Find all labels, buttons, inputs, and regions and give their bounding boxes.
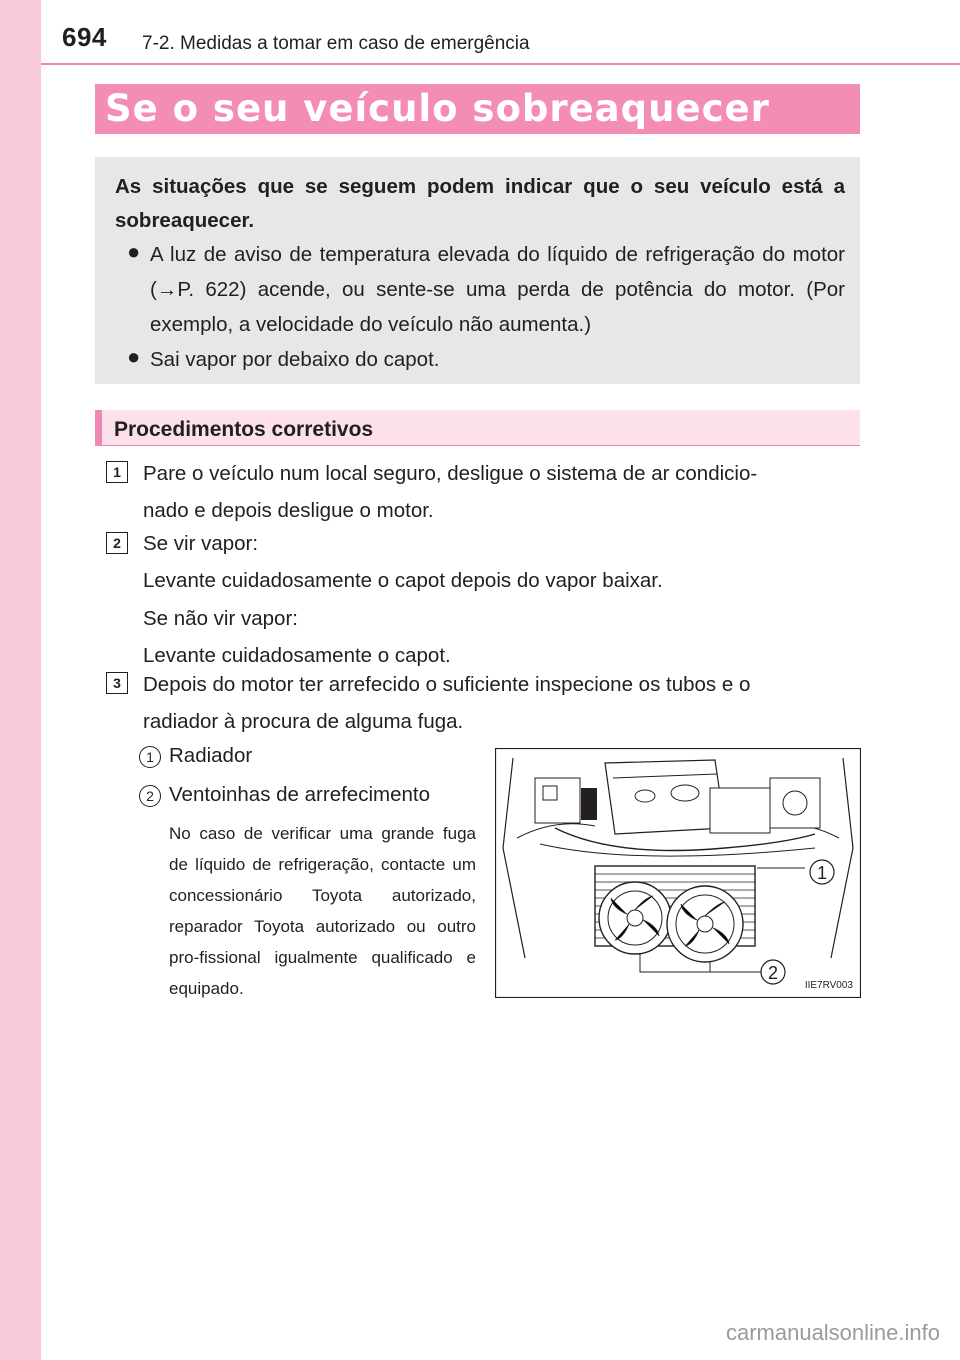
page-number: 694 bbox=[62, 22, 107, 52]
header-rule bbox=[41, 63, 960, 65]
title-banner bbox=[95, 84, 860, 134]
step-2-line: Se vir vapor: bbox=[143, 532, 259, 555]
step-2-line: Levante cuidadosamente o capot depois do vapor baixar. bbox=[143, 569, 663, 592]
step-number-1: 1 bbox=[106, 461, 128, 483]
step-1-line: Pare o veículo num local seguro, desligue o sistema de ar condicio- bbox=[143, 462, 758, 485]
callout-number-1: 1 bbox=[139, 746, 161, 768]
engine-bay-illustration bbox=[495, 748, 861, 998]
illustration-code: IIE7RV003 bbox=[804, 980, 853, 991]
side-tab-strip bbox=[0, 0, 41, 1360]
subsection-accent-bar bbox=[95, 410, 102, 446]
page-title: Se o seu veículo sobreaquecer bbox=[105, 87, 770, 130]
step-1-text bbox=[143, 455, 855, 529]
step-3-line: radiador à procura de alguma fuga. bbox=[143, 710, 464, 733]
step-number-2: 2 bbox=[106, 532, 128, 554]
callout-label-fans: Ventoinhas de arrefecimento bbox=[169, 783, 430, 806]
step-3-text bbox=[143, 666, 855, 740]
intro-bullet-2: Sai vapor por debaixo do capot. bbox=[150, 348, 440, 371]
subsection-underline bbox=[95, 445, 860, 446]
watermark: carmanualsonline.info bbox=[725, 1320, 940, 1345]
note-text: No caso de verificar uma grande fuga de líquido de refrigeração, contacte um concessionário Toyota autorizado, reparador Toyota autorizado ou outro pro-fissional igualmente qualificado e equipado. bbox=[169, 824, 476, 998]
callout-label-radiator: Radiador bbox=[169, 744, 253, 767]
illustration-callout-1: 1 bbox=[816, 863, 828, 883]
section-heading: 7-2. Medidas a tomar em caso de emergência bbox=[142, 33, 530, 54]
step-2-text bbox=[143, 525, 855, 674]
callout-number-2: 2 bbox=[139, 785, 161, 807]
step-3-line: Depois do motor ter arrefecido o suficiente inspecione os tubos e o bbox=[143, 673, 751, 696]
step-2-line: Se não vir vapor: bbox=[143, 607, 298, 630]
bullet-dot-2: ● bbox=[127, 344, 141, 369]
step-1-line: nado e depois desligue o motor. bbox=[143, 499, 434, 522]
step-2-line: Levante cuidadosamente o capot. bbox=[143, 644, 451, 667]
step-number-3: 3 bbox=[106, 672, 128, 694]
bullet-dot-1: ● bbox=[127, 239, 141, 264]
intro-lead: As situações que se seguem podem indicar que o seu veículo está a sobreaquecer. bbox=[115, 175, 845, 232]
intro-bullet-1: A luz de aviso de temperatura elevada do líquido de refrigeração do motor (→P. 622) acende, ou sente-se uma perda de potência do motor. (Por exemplo, a velocidade do veículo não aumenta.) bbox=[150, 243, 845, 336]
subsection-title: Procedimentos corretivos bbox=[114, 418, 374, 441]
illustration-callout-2: 2 bbox=[767, 963, 779, 983]
